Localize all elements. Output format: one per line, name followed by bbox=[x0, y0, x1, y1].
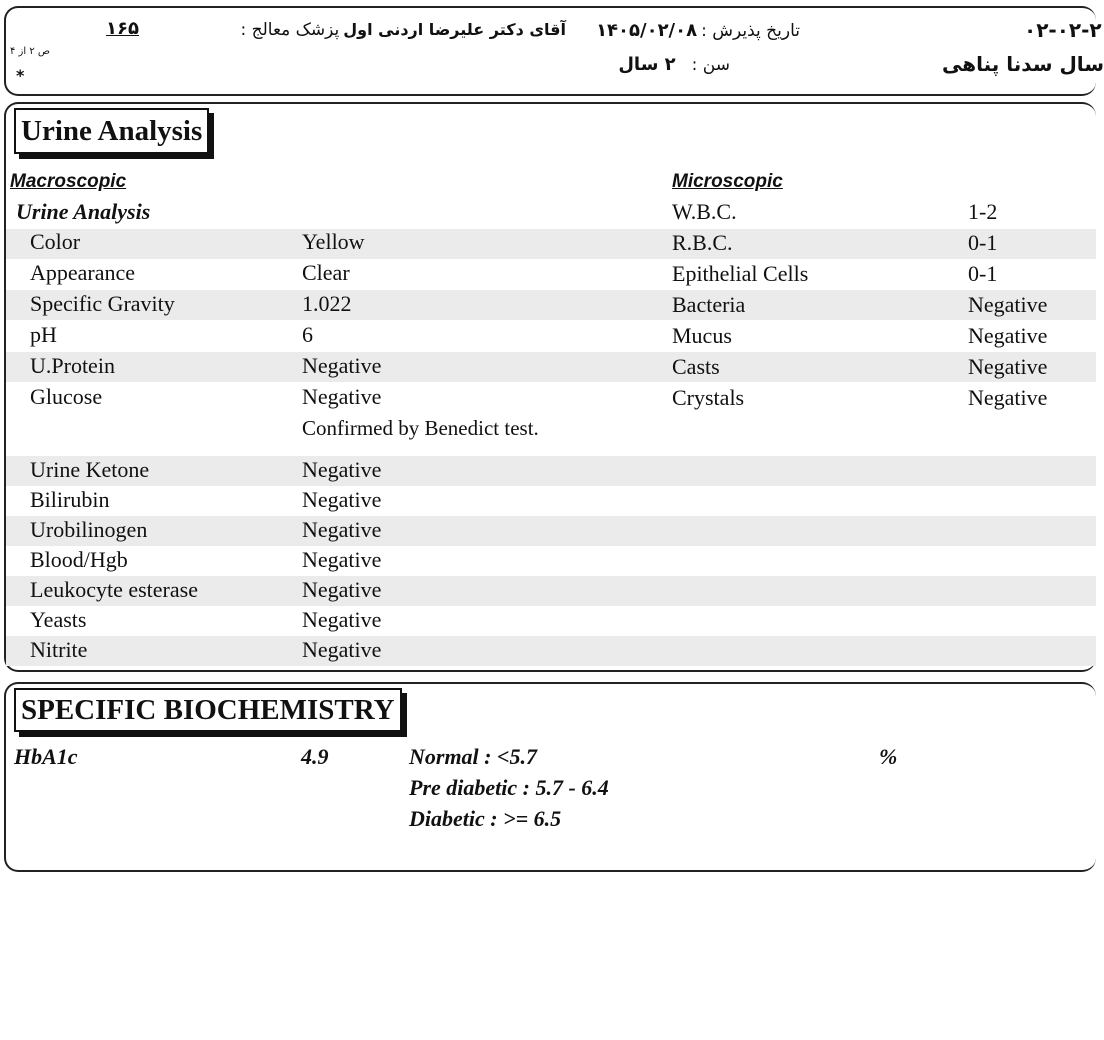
macro-test-value: Negative bbox=[302, 517, 382, 542]
specific-biochemistry-title: SPECIFIC BIOCHEMISTRY bbox=[14, 688, 402, 732]
ref-diabetic: Diabetic : >= 6.5 bbox=[409, 806, 562, 831]
hba1c-unit: % bbox=[879, 744, 898, 769]
row-stripe bbox=[6, 229, 1096, 259]
micro-test-name: Epithelial Cells bbox=[672, 261, 809, 286]
macro-test-name: Bilirubin bbox=[30, 487, 110, 512]
row-stripe bbox=[6, 352, 1096, 382]
urine-subheading: Urine Analysis bbox=[16, 199, 151, 224]
micro-test-value: Negative bbox=[968, 323, 1048, 348]
macro-test-name: Urine Ketone bbox=[30, 457, 150, 482]
ref-prediabetic: Pre diabetic : 5.7 - 6.4 bbox=[409, 775, 609, 800]
micro-test-value: Negative bbox=[968, 385, 1048, 410]
macro-test-name: Urobilinogen bbox=[30, 517, 148, 542]
file-number: ۱۶۵ bbox=[106, 18, 139, 39]
macro-test-name: Leukocyte esterase bbox=[30, 577, 198, 602]
macro-test-value: Negative bbox=[302, 547, 382, 572]
micro-test-value: 0-1 bbox=[968, 230, 998, 255]
macro-test-value: Yellow bbox=[302, 229, 365, 254]
macro-test-name: U.Protein bbox=[30, 353, 115, 378]
row-stripe bbox=[6, 456, 1096, 486]
age-value: ۲ سال bbox=[618, 54, 676, 75]
physician-name: آقای دکتر علیرضا اردنی اول bbox=[343, 20, 566, 39]
micro-test-value: 0-1 bbox=[968, 261, 998, 286]
record-number: ۰۲-۰۲-۲ bbox=[1024, 18, 1102, 42]
row-stripe bbox=[6, 636, 1096, 666]
macro-test-value: Negative bbox=[302, 384, 382, 409]
admission-row bbox=[596, 20, 800, 41]
hba1c-test-name: HbA1c bbox=[14, 744, 78, 769]
macro-test-name: Specific Gravity bbox=[30, 291, 175, 316]
macro-test-value: Negative bbox=[302, 637, 382, 662]
macro-test-name: Appearance bbox=[30, 260, 136, 285]
page-info: ص ۲ از ۴ bbox=[10, 46, 50, 57]
macro-test-value: Negative bbox=[302, 457, 382, 482]
macro-test-name: Yeasts bbox=[30, 607, 87, 632]
glucose-note: Confirmed by Benedict test. bbox=[302, 416, 539, 440]
urine-analysis-panel bbox=[4, 102, 1096, 672]
report-header bbox=[4, 6, 1104, 96]
micro-test-name: R.B.C. bbox=[672, 230, 733, 255]
urine-analysis-title: Urine Analysis bbox=[14, 108, 209, 154]
age-label: سن : bbox=[691, 55, 730, 75]
physician-label: پزشک معالج : bbox=[240, 20, 340, 40]
ref-normal: Normal : <5.7 bbox=[409, 744, 538, 769]
micro-test-name: W.B.C. bbox=[672, 199, 737, 224]
macro-test-value: Negative bbox=[302, 487, 382, 512]
micro-test-name: Bacteria bbox=[672, 292, 746, 317]
age-row bbox=[618, 54, 730, 75]
micro-test-value: Negative bbox=[968, 354, 1048, 379]
microscopic-heading: Microscopic bbox=[672, 171, 783, 192]
macro-test-value: 6 bbox=[302, 322, 313, 347]
physician-row bbox=[241, 20, 567, 40]
macro-test-name: Blood/Hgb bbox=[30, 547, 128, 572]
macro-test-name: Nitrite bbox=[30, 637, 88, 662]
macroscopic-heading: Macroscopic bbox=[10, 171, 127, 192]
patient-name: سال سدنا پناهی bbox=[942, 52, 1104, 76]
macro-test-value: Clear bbox=[302, 260, 350, 285]
star-mark: * bbox=[16, 66, 25, 85]
macro-test-name: pH bbox=[30, 322, 57, 347]
admission-date: ۱۴۰۵/۰۲/۰۸ bbox=[596, 20, 698, 41]
hba1c-result: 4.9 bbox=[301, 744, 329, 769]
macro-test-value: 1.022 bbox=[302, 291, 352, 316]
macro-test-value: Negative bbox=[302, 353, 382, 378]
micro-test-name: Casts bbox=[672, 354, 720, 379]
micro-test-name: Mucus bbox=[672, 323, 732, 348]
macro-test-name: Color bbox=[30, 229, 81, 254]
macro-test-name: Glucose bbox=[30, 384, 103, 409]
admission-label: تاریخ پذیرش : bbox=[701, 21, 800, 41]
row-stripe bbox=[6, 516, 1096, 546]
specific-biochemistry-panel bbox=[4, 682, 1096, 872]
macro-test-value: Negative bbox=[302, 577, 382, 602]
macro-test-value: Negative bbox=[302, 607, 382, 632]
micro-test-value: 1-2 bbox=[968, 199, 998, 224]
micro-test-name: Crystals bbox=[672, 385, 745, 410]
micro-test-value: Negative bbox=[968, 292, 1048, 317]
